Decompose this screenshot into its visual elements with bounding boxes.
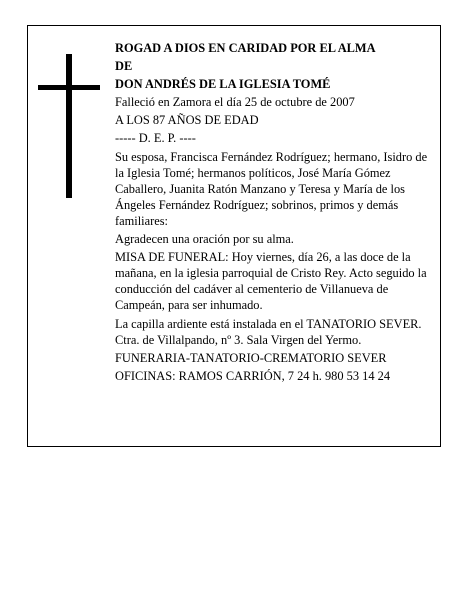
heading-line-1: ROGAD A DIOS EN CARIDAD POR EL ALMA xyxy=(115,41,376,55)
heading-line-2: DE xyxy=(115,59,133,74)
funeral-home: FUNERARIA-TANATORIO-CREMATORIO SEVER xyxy=(115,350,387,365)
deceased-name: DON ANDRÉS DE LA IGLESIA TOMÉ xyxy=(115,77,331,92)
age-line: A LOS 87 AÑOS DE EDAD xyxy=(115,113,259,128)
prayer-request: Agradecen una oración por su alma. xyxy=(115,232,294,247)
cross-icon xyxy=(38,54,100,198)
funeral-mass-paragraph: MISA DE FUNERAL: Hoy viernes, día 26, a las doce de la mañana, en la iglesia parroquial de Cristo Rey. Acto seguido la conducción del cadáver al cementerio de Villanueva de Campeán, para ser inhumado. xyxy=(115,250,427,313)
obituary-notice xyxy=(27,25,441,447)
cross-horizontal-bar xyxy=(38,85,100,90)
offices-line: OFICINAS: RAMOS CARRIÓN, 7 24 h. 980 53 14 24 xyxy=(115,368,391,383)
obituary-text xyxy=(115,40,437,386)
chapel-paragraph: La capilla ardiente está instalada en el TANATORIO SEVER. Ctra. de Villalpando, nº 3. Sala Virgen del Yermo. xyxy=(115,316,422,347)
cross-vertical-bar xyxy=(66,54,72,198)
death-info: Falleció en Zamora el día 25 de octubre de 2007 xyxy=(115,95,355,110)
family-paragraph: Su esposa, Francisca Fernández Rodríguez; hermano, Isidro de la Iglesia Tomé; hermanos políticos, José María Gómez Caballero, Juanita Ratón Manzano y Teresa y María de los Ángeles Fernández Rodríguez; sobrinos, primos y demás familiares: xyxy=(115,149,428,228)
dep-line: ----- D. E. P. ---- xyxy=(115,131,196,146)
